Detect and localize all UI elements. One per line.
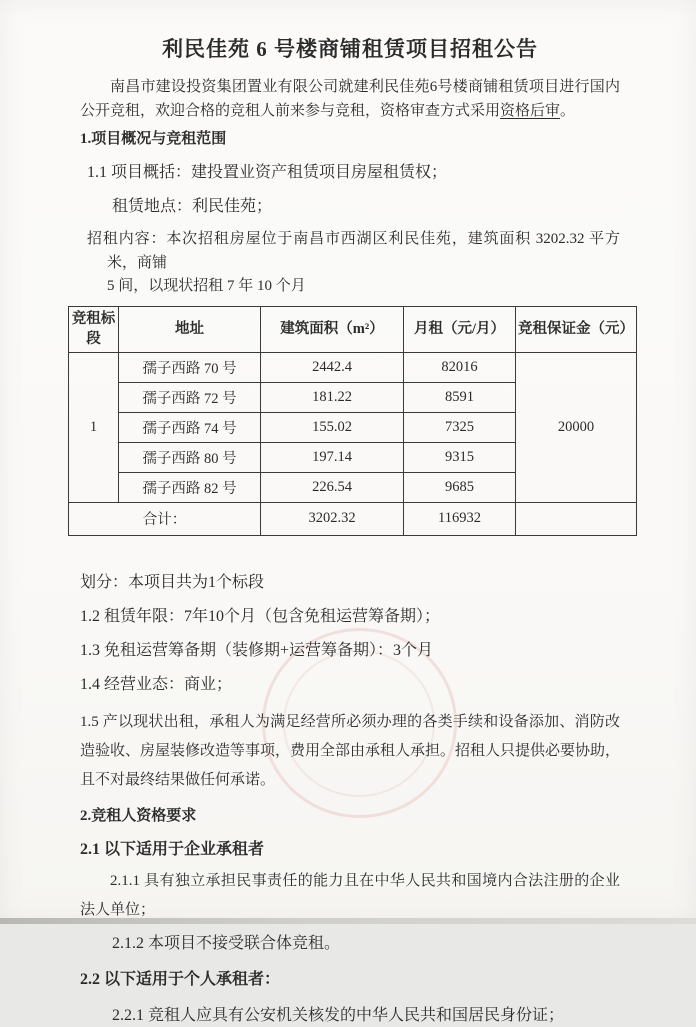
- bid-section-cell: 1: [69, 352, 119, 502]
- address-cell: 孺子西路 80 号: [119, 442, 261, 472]
- item-1-1: 1.1 项目概括：建投置业资产租赁项目房屋租赁权；: [87, 164, 448, 181]
- total-label-cell: 合计：: [69, 502, 261, 535]
- item-2-1: 2.1 以下适用于企业承租者: [80, 840, 265, 858]
- area-cell: 2442.4: [261, 352, 404, 382]
- address-cell: 孺子西路 74 号: [119, 412, 261, 442]
- deposit-cell: 20000: [516, 352, 637, 502]
- area-cell: 226.54: [261, 472, 404, 502]
- col-header-area: 建筑面积（m²）: [261, 306, 404, 352]
- total-rent-cell: 116932: [404, 502, 516, 535]
- item-2-2-1: 2.2.1 竞租人应具有公安机关核发的中华人民共和国居民身份证；: [112, 1006, 565, 1024]
- intro-period: 。: [560, 102, 576, 119]
- rent-cell: 7325: [404, 412, 516, 442]
- rental-content-paragraph: [80, 228, 620, 299]
- rental-content-line1: 招租内容：本次招租房屋位于南昌市西湖区利民佳苑，建筑面积 3202.32 平方米，商铺: [87, 231, 620, 271]
- item-2-1-2: 2.1.2 本项目不接受联合体竞租。: [112, 934, 341, 952]
- rent-cell: 82016: [404, 352, 516, 382]
- intro-text: 南昌市建设投资集团置业有限公司就建利民佳苑6号楼商铺租赁项目进行国内公开竞租，欢迎合格的竞租人前来参与竞租，资格审查方式采用: [80, 79, 620, 119]
- division-line: 划分：本项目共为1个标段: [80, 573, 265, 591]
- table-header-row: [69, 306, 637, 352]
- address-cell: 孺子西路 72 号: [119, 382, 261, 412]
- col-header-deposit: 竞租保证金（元）: [516, 306, 637, 352]
- item-1-4: 1.4 经营业态：商业；: [80, 675, 233, 693]
- item-1-2: 1.2 租赁年限：7年10个月（包含免租运营筹备期）；: [80, 607, 441, 625]
- item-1-5-paragraph: 1.5 产以现状出租，承租人为满足经营所必须办理的各类手续和设备添加、消防改造验收、房屋装修改造等事项，费用全部由承租人承担。招租人只提供必要协助，且不对最终结果做任何承诺。: [80, 713, 621, 788]
- area-cell: 155.02: [261, 412, 404, 442]
- item-2-2: 2.2 以下适用于个人承租者：: [80, 970, 281, 988]
- table-row: [69, 352, 637, 382]
- rent-cell: 9315: [404, 442, 516, 472]
- item-2-1-1-paragraph: 2.1.1 具有独立承担民事责任的能力且在中华人民共和国境内合法注册的企业法人单位；: [80, 872, 620, 918]
- rent-cell: 8591: [404, 382, 516, 412]
- col-header-bid-section: 竞租标段: [69, 306, 119, 352]
- area-cell: 181.22: [261, 382, 404, 412]
- total-deposit-cell: [516, 502, 637, 535]
- col-header-address: 地址: [119, 306, 261, 352]
- area-cell: 197.14: [261, 442, 404, 472]
- document-title: 利民佳苑 6 号楼商铺租赁项目招租公告: [162, 37, 538, 61]
- rental-content-line2: 5 间，以现状招租 7 年 10 个月: [107, 278, 306, 294]
- col-header-monthly-rent: 月租（元/月）: [404, 306, 516, 352]
- intro-underlined-phrase: 资格后审: [500, 102, 561, 119]
- rental-location-line: 租赁地点：利民佳苑；: [112, 198, 273, 215]
- scan-edge-artifact: [0, 918, 696, 924]
- item-1-3: 1.3 免租运营筹备期（装修期+运营筹备期）：3个月: [80, 641, 434, 659]
- section-1-heading: 1.项目概况与竞租范围: [80, 131, 227, 147]
- rental-lots-table: [68, 306, 637, 536]
- address-cell: 孺子西路 70 号: [119, 352, 261, 382]
- intro-paragraph: [80, 76, 620, 123]
- section-2-heading: 2.竞租人资格要求: [80, 807, 197, 824]
- rent-cell: 9685: [404, 472, 516, 502]
- table-total-row: [69, 502, 637, 535]
- address-cell: 孺子西路 82 号: [119, 472, 261, 502]
- total-area-cell: 3202.32: [261, 502, 404, 535]
